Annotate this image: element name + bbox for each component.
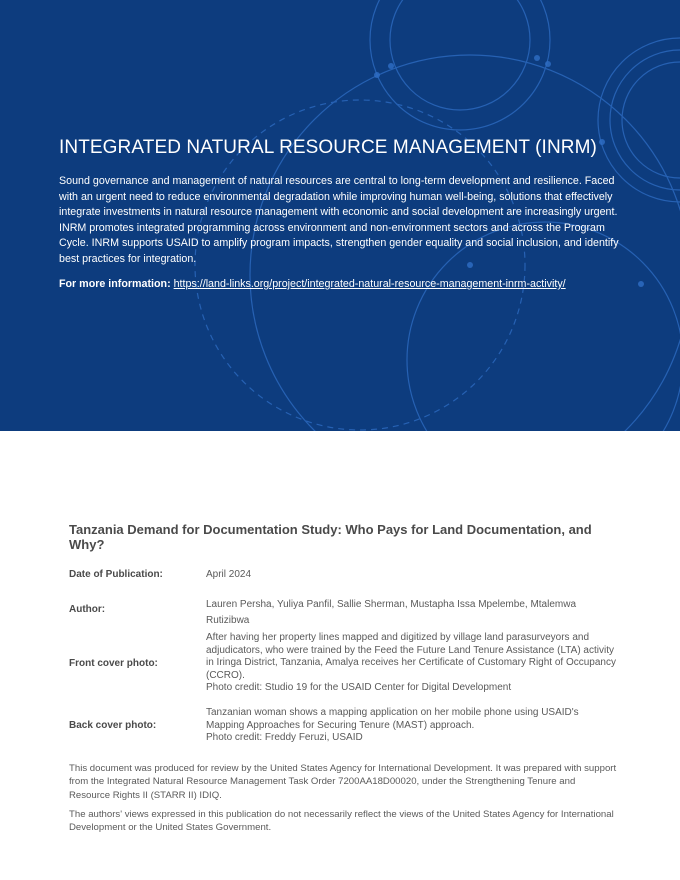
node-dot — [545, 61, 551, 67]
author-text: Lauren Persha, Yuliya Panfil, Sallie Sherman, Mustapha Issa Mpelembe, Mtalemwa Rutizibwa — [206, 599, 577, 626]
more-info-label: For more information: — [59, 278, 171, 290]
date-value — [206, 569, 616, 582]
more-info-link[interactable]: https://land-links.org/project/integrated-natural-resource-management-inrm-activity/ — [173, 278, 566, 290]
front-cover-value — [206, 632, 616, 695]
more-info-line — [59, 278, 659, 290]
author-label: Author: — [69, 604, 106, 615]
node-dot — [534, 55, 540, 61]
front-cover-credit: Photo credit: Studio 19 for the USAID Center for Digital Development — [206, 682, 512, 693]
document-title: Tanzania Demand for Documentation Study: Who Pays for Land Documentation, and Why? — [69, 522, 592, 552]
hero-banner — [0, 0, 680, 431]
back-cover-credit: Photo credit: Freddy Feruzi, USAID — [206, 732, 363, 743]
circle-ring-right-3 — [622, 62, 680, 178]
author-value — [206, 597, 616, 628]
hero-title: INTEGRATED NATURAL RESOURCE MANAGEMENT (INRM) — [59, 137, 597, 158]
node-dot — [388, 63, 394, 69]
back-cover-label: Back cover photo: — [69, 720, 157, 731]
node-dot — [374, 72, 380, 78]
front-cover-description: After having her property lines mapped and digitized by village land parasurveyors and adjudicators, who were trained by the Feed the Future Land Tenure Assistance (LTA) activity in Iringa District, Tanzania, Amalya receives her Certificate of Customary Right of Occupancy (CCRO). — [206, 632, 616, 681]
disclaimer-note: The authors' views expressed in this publication do not necessarily reflect the views of the United States Agency for International Development or the United States Government. — [69, 809, 614, 834]
date-text: April 2024 — [206, 569, 252, 580]
hero-description: Sound governance and management of natural resources are central to long-term development and resilience. Faced with an urgent need to reduce environmental degradation while improving human well-being, solutions that effectively integrate investments in natural resource management with economic and social development are increasingly urgent. INRM promotes integrated programming across environment and non-environment sectors and across the Program Cycle. INRM supports USAID to amplify program impacts, strengthen gender equality and social inclusion, and identify best practices for integration. — [59, 175, 619, 265]
back-cover-description: Tanzanian woman shows a mapping application on her mobile phone using USAID's Mapping Approaches for Securing Tenure (MAST) approach. — [206, 707, 579, 731]
date-label: Date of Publication: — [69, 569, 163, 580]
back-cover-value — [206, 707, 616, 745]
circle-ring-right-2 — [610, 50, 680, 190]
production-note: This document was produced for review by the United States Agency for International Development. It was prepared with support from the Integrated Natural Resource Management Task Order 7200AA18D00020, under the Strengthening Tenure and Resource Rights II (STARR II) IDIQ. — [69, 763, 617, 801]
front-cover-label: Front cover photo: — [69, 658, 158, 669]
